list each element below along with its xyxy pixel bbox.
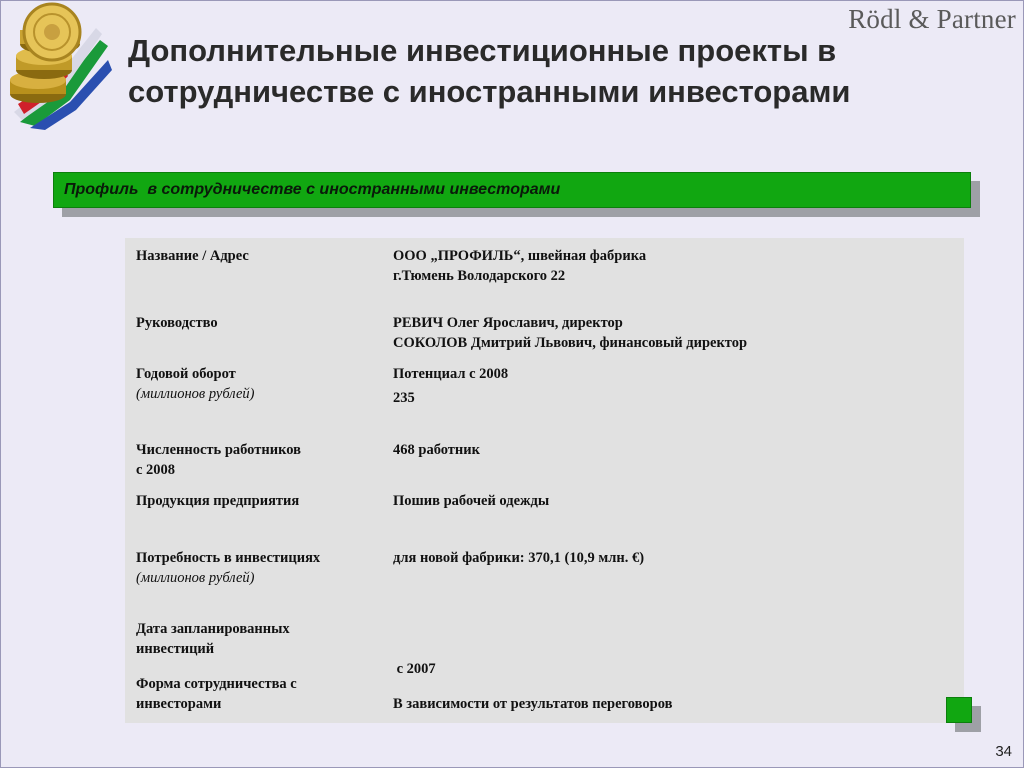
row-label-cooperation-form	[136, 674, 376, 714]
value-line: РЕВИЧ Олег Ярославич, директор	[393, 315, 623, 331]
label-line: Продукция предприятия	[136, 493, 300, 509]
row-value-cooperation-form	[393, 694, 953, 714]
company-profile-table	[125, 238, 964, 723]
label-line: инвестиций	[136, 641, 215, 657]
page-title-line-1: Дополнительные инвестиционные проекты в	[128, 33, 837, 68]
row-value-annual-turnover	[393, 364, 953, 408]
label-line: Годовой оборот	[136, 366, 236, 382]
row-value-employees	[393, 440, 953, 460]
label-line: Руководство	[136, 315, 218, 331]
label-line: с 2008	[136, 462, 176, 478]
label-line: Форма сотрудничества с	[136, 676, 297, 692]
value-line: 235	[393, 390, 415, 406]
page-number: 34	[995, 743, 1012, 760]
label-note: (миллионов рублей)	[136, 386, 255, 402]
section-header-bar	[53, 172, 971, 208]
label-line: инвесторами	[136, 696, 222, 712]
value-line: 468 работник	[393, 442, 480, 458]
value-line: для новой фабрики: 370,1 (10,9 млн. €)	[393, 550, 645, 566]
row-label-products	[136, 491, 376, 511]
row-value-management	[393, 313, 953, 353]
row-label-investment-need	[136, 548, 376, 588]
gold-coins-logo-icon	[0, 0, 120, 130]
page-title	[128, 30, 988, 112]
label-line: Дата запланированных	[136, 621, 290, 637]
row-value-name-address	[393, 246, 953, 286]
row-label-annual-turnover	[136, 364, 376, 404]
value-line: В зависимости от результатов переговоров	[393, 696, 673, 712]
label-line: Потребность в инвестициях	[136, 550, 321, 566]
section-header-text: Профиль в сотрудничестве с иностранными инвесторами	[64, 181, 561, 198]
label-note: (миллионов рублей)	[136, 570, 255, 586]
page-title-line-2: сотрудничестве с иностранными инвесторами	[128, 74, 851, 109]
row-label-employees	[136, 440, 376, 480]
value-line: Пошив рабочей одежды	[393, 493, 550, 509]
label-line: Название / Адрес	[136, 248, 249, 264]
value-line: ООО „ПРОФИЛЬ“, швейная фабрика	[393, 248, 647, 264]
label-line: Численность работников	[136, 442, 301, 458]
brand-name: Rödl & Partner	[848, 4, 1016, 34]
value-line: г.Тюмень Володарского 22	[393, 268, 566, 284]
value-line: с 2007	[393, 661, 436, 677]
row-label-planned-investment-date	[136, 619, 376, 659]
decor-green-square	[946, 697, 972, 723]
row-label-management	[136, 313, 376, 333]
value-line: Потенциал с 2008	[393, 366, 509, 382]
row-value-investment-need	[393, 548, 953, 568]
row-label-name-address	[136, 246, 376, 266]
value-line: СОКОЛОВ Дмитрий Львович, финансовый директор	[393, 335, 748, 351]
row-value-products	[393, 491, 953, 511]
